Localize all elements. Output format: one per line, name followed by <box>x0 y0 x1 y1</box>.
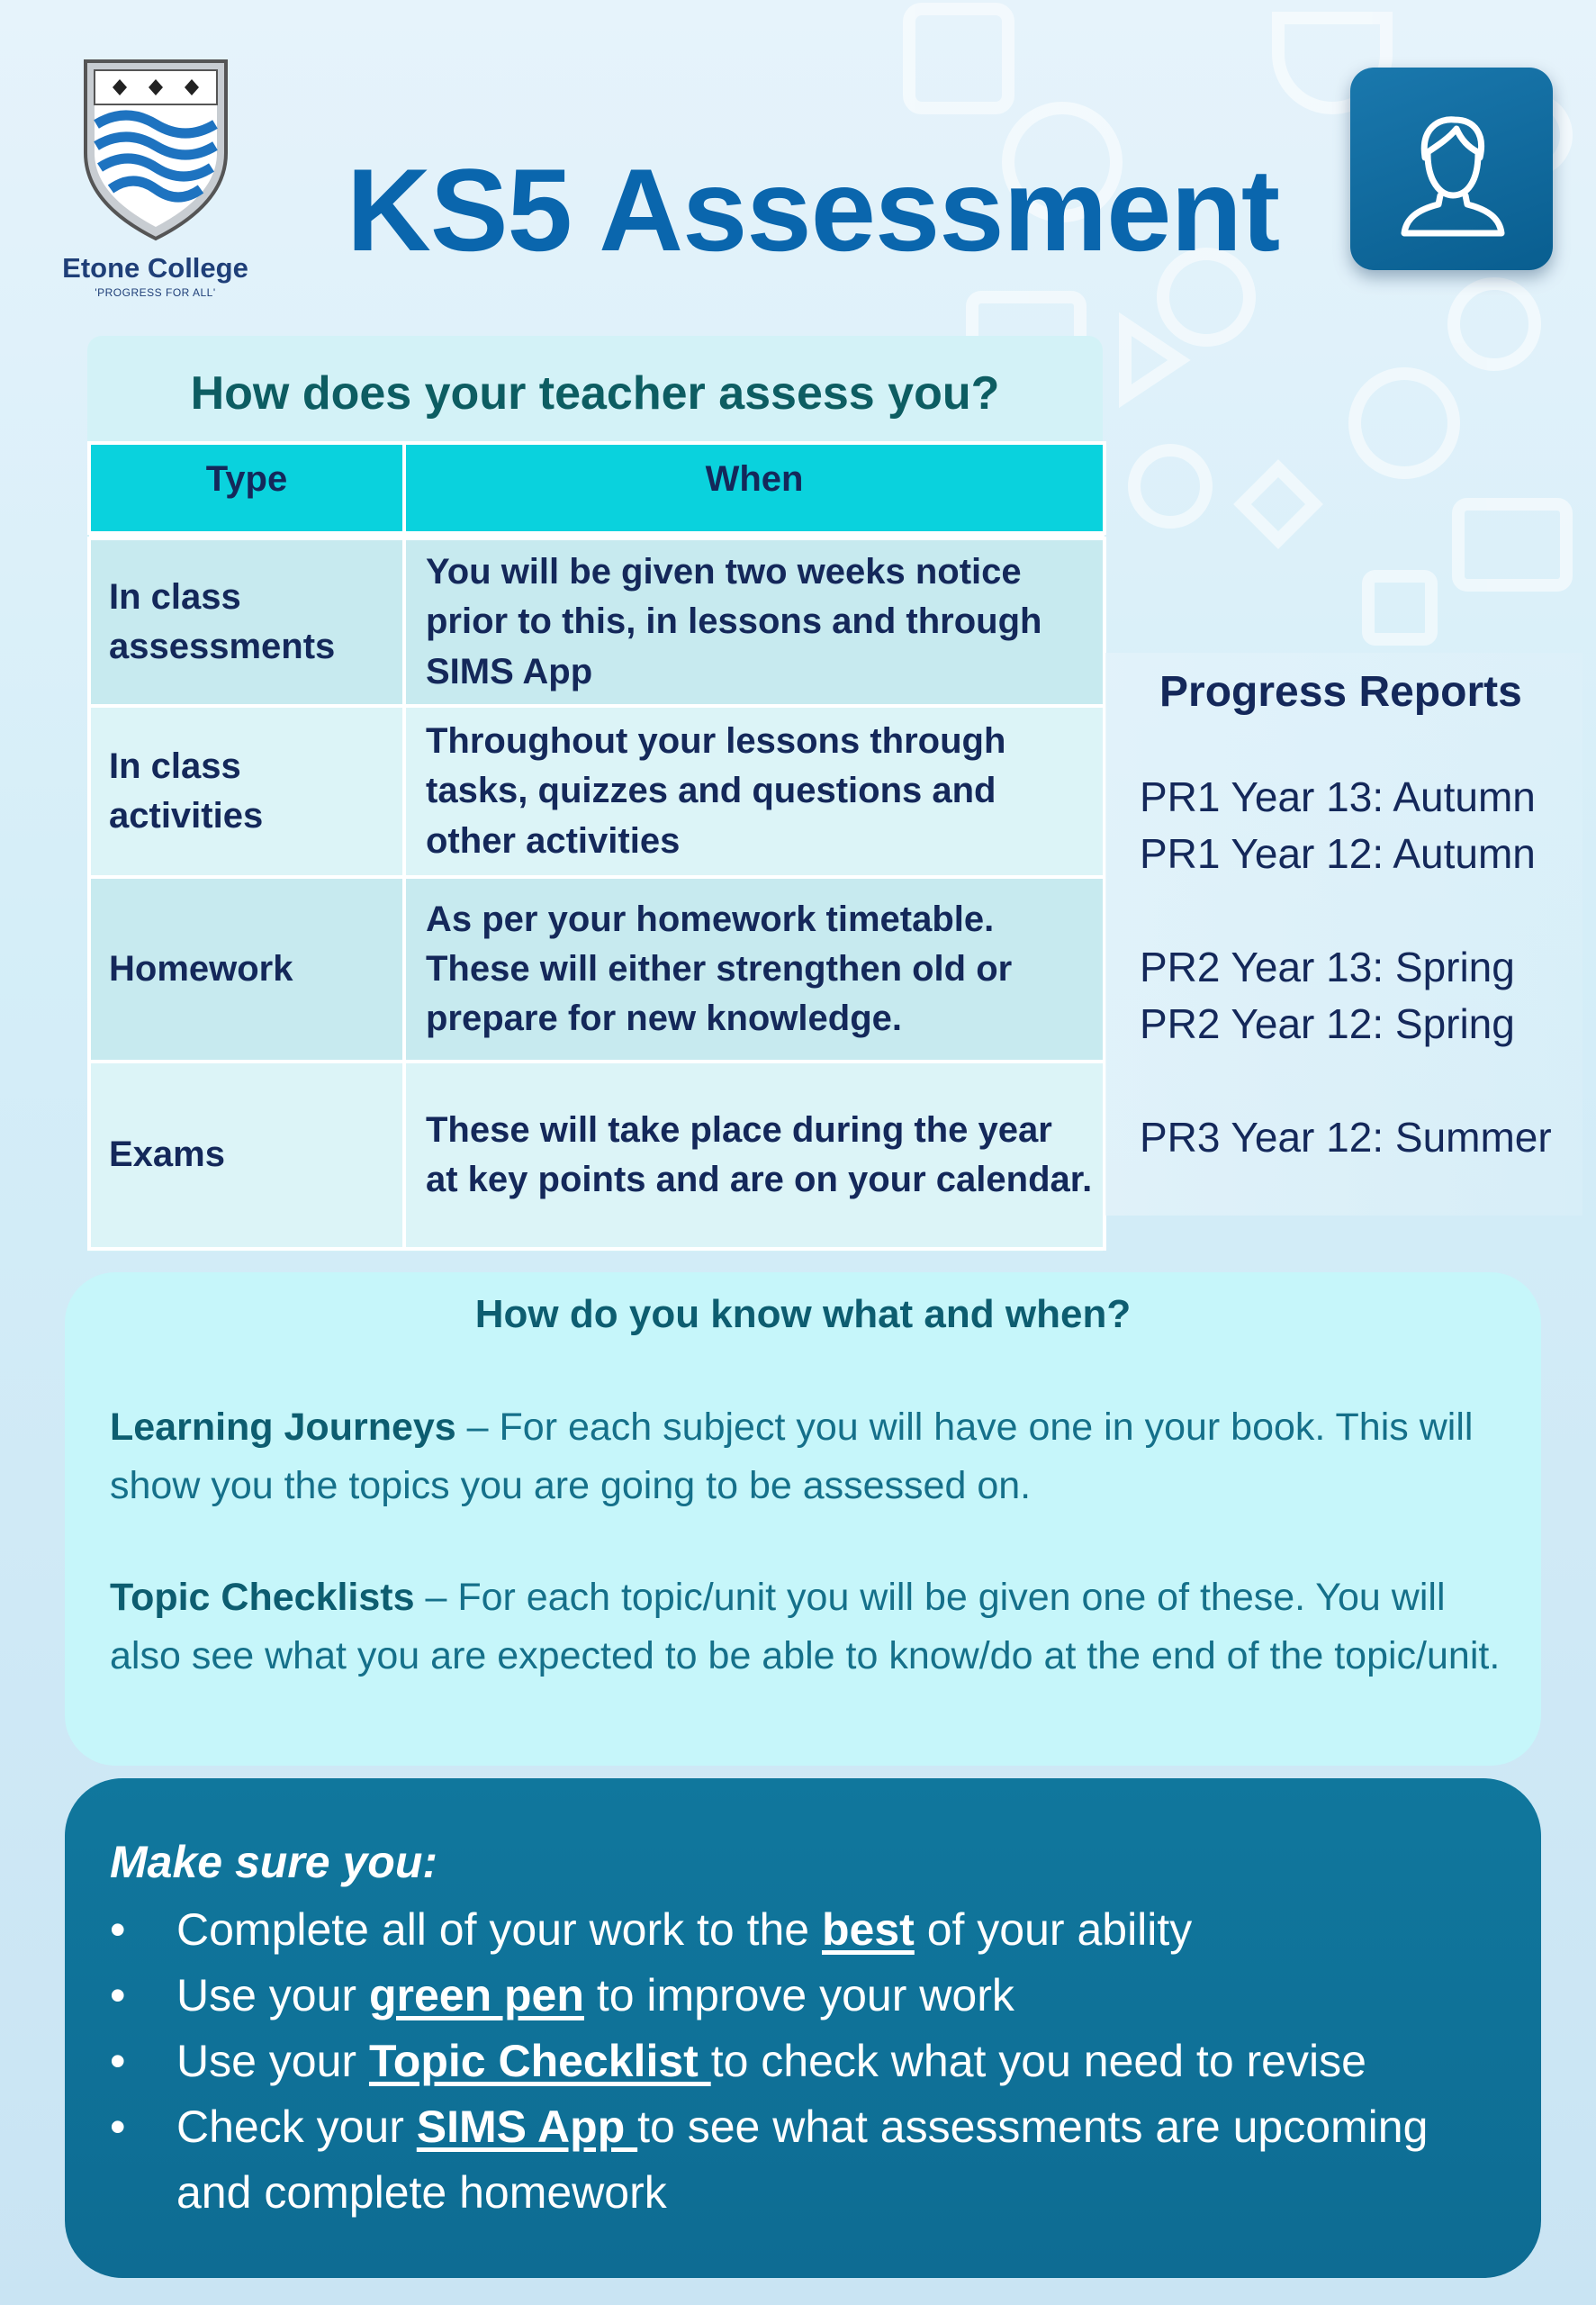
student-profile-tile <box>1350 68 1553 270</box>
how-do-you-know-heading: How do you know what and when? <box>474 1292 1132 1336</box>
assessment-section <box>87 336 1103 1252</box>
list-item-text: Complete all of your work to the <box>176 1904 822 1955</box>
assessment-table <box>87 441 1106 1251</box>
bullet-icon: • <box>110 2102 126 2152</box>
list-item-text: to see what assessments are upcoming and complete homework <box>176 2102 1429 2218</box>
assessment-heading: How does your teacher assess you? <box>190 367 1000 420</box>
school-logo <box>45 54 266 306</box>
list-item <box>110 1897 1514 1963</box>
list-item-text: of your ability <box>914 1904 1193 1955</box>
column-header-when: When <box>404 443 1105 533</box>
page-title: KS5 Assessment <box>347 144 1280 276</box>
when-cell: These will take place during the year at key points and are on your calendar. <box>404 1062 1105 1249</box>
topic-checklists-paragraph <box>110 1568 1514 1685</box>
topic-checklists-text: – For each topic/unit you will be given one of these. You will also see what you are expected to be able to know/do at the end of the topic/unit. <box>110 1576 1501 1677</box>
progress-reports <box>1105 653 1582 1216</box>
type-cell: Homework <box>89 877 404 1062</box>
learning-journeys-text: – For each subject you will have one in your book. This will show you the topics you are going to be assessed on. <box>110 1406 1474 1507</box>
school-motto: 'PROGRESS FOR ALL' <box>95 286 216 299</box>
list-item-text: Use your <box>176 1970 369 2020</box>
list-item-emphasis: Topic Checklist <box>368 2036 711 2086</box>
student-profile-icon <box>1384 102 1519 237</box>
list-item-text: Use your <box>176 2036 369 2086</box>
table-row <box>89 877 1105 1062</box>
type-cell: In class activities <box>89 706 404 877</box>
table-row <box>89 706 1105 877</box>
school-crest-icon <box>75 54 237 243</box>
list-item-emphasis: green pen <box>368 1970 584 2020</box>
type-cell: In class assessments <box>89 538 404 706</box>
progress-report-line: PR3 Year 12: Summer <box>1140 1114 1552 1161</box>
when-cell: As per your homework timetable. These will either strengthen old or prepare for new knowledge. <box>404 877 1105 1062</box>
make-sure-heading: Make sure you: <box>110 1837 438 1887</box>
progress-report-line: PR2 Year 13: Spring <box>1140 944 1515 990</box>
bullet-icon: • <box>110 2036 126 2086</box>
learning-journeys-paragraph <box>110 1398 1514 1514</box>
progress-report-line: PR2 Year 12: Spring <box>1140 1000 1515 1047</box>
list-item-text: Check your <box>176 2102 417 2152</box>
table-row <box>89 538 1105 706</box>
list-item-emphasis: SIMS App <box>416 2102 638 2152</box>
bullet-icon: • <box>110 1970 126 2020</box>
make-sure-list <box>110 1897 1514 2226</box>
progress-reports-heading: Progress Reports <box>1159 668 1522 716</box>
learning-journeys-term: Learning Journeys <box>110 1406 456 1449</box>
list-item-text: to check what you need to revise <box>710 2036 1366 2086</box>
topic-checklists-term: Topic Checklists <box>110 1576 415 1619</box>
list-item-text: to improve your work <box>583 1970 1014 2020</box>
table-row <box>89 1062 1105 1249</box>
list-item <box>110 2094 1514 2226</box>
when-cell: You will be given two weeks notice prior to this, in lessons and through SIMS App <box>404 538 1105 706</box>
list-item <box>110 1963 1514 2029</box>
type-cell: Exams <box>89 1062 404 1249</box>
list-item <box>110 2029 1514 2094</box>
progress-report-line: PR1 Year 12: Autumn <box>1140 830 1536 877</box>
progress-report-line: PR1 Year 13: Autumn <box>1140 773 1536 820</box>
column-header-type: Type <box>89 443 404 533</box>
list-item-emphasis: best <box>822 1904 915 1955</box>
make-sure-section <box>65 1778 1541 2278</box>
table-header-row <box>89 443 1105 533</box>
how-do-you-know-section <box>65 1272 1541 1766</box>
school-name: Etone College <box>62 252 248 284</box>
bullet-icon: • <box>110 1904 126 1955</box>
when-cell: Throughout your lessons through tasks, quizzes and questions and other activities <box>404 706 1105 877</box>
